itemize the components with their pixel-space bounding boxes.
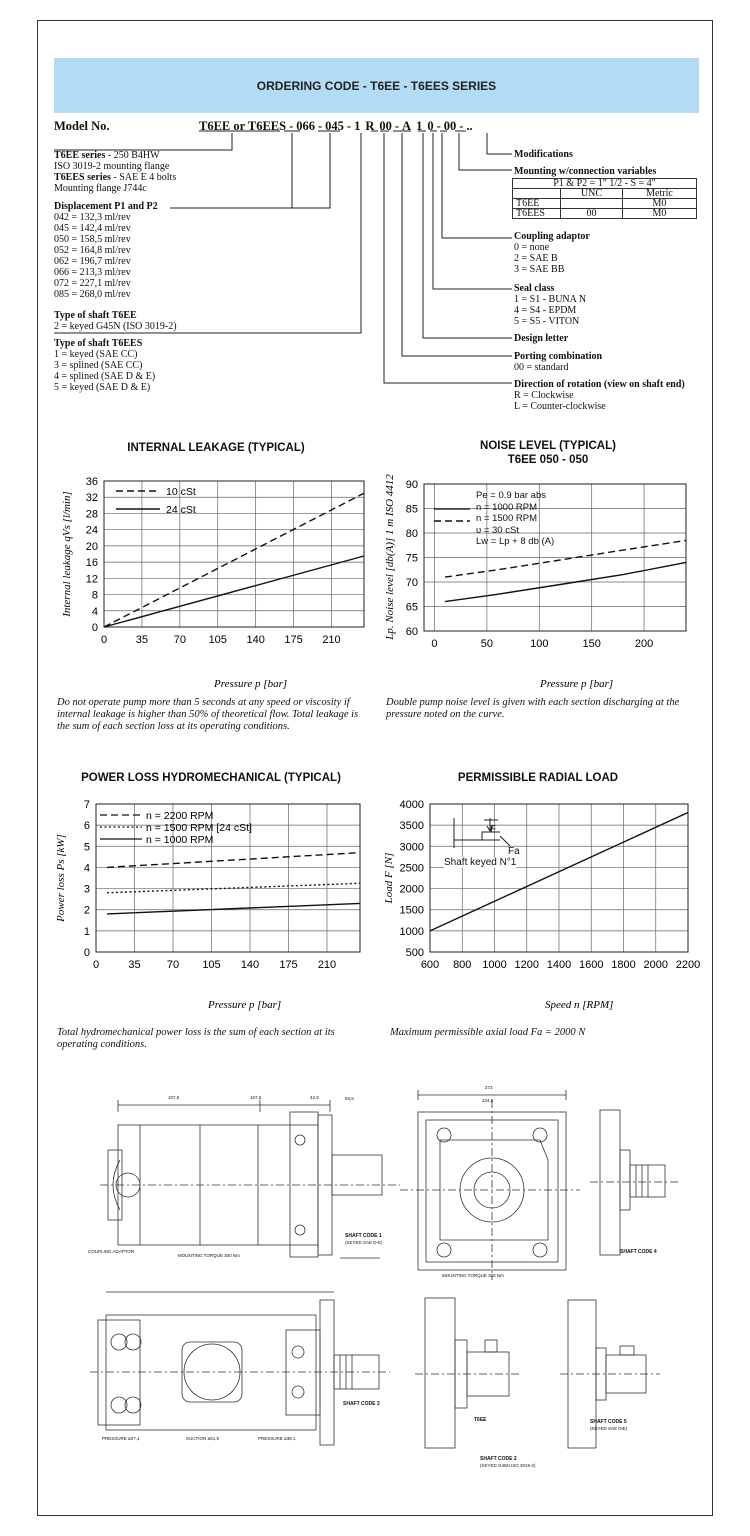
y-tick-label: 60 [405, 626, 418, 638]
y-tick-label: 36 [85, 476, 98, 488]
y-tick-label: 500 [405, 947, 424, 959]
y-tick-label: 80 [405, 528, 418, 540]
x-axis-label: Pressure p [bar] [214, 678, 288, 690]
x-tick-label: 2200 [675, 959, 701, 971]
x-tick-label: 0 [100, 634, 108, 646]
coupling-adaptor-label: COUPLING ADAPTOR [88, 1249, 135, 1254]
noise-notes: Pe = 0.9 bar abs n = 1000 RPM n = 1500 RPM υ = 30 cSt Lw = Lp + 8 db (A) [476, 490, 555, 547]
y-tick-label: 75 [405, 552, 418, 565]
x-tick-label: 800 [453, 959, 472, 971]
x-tick-label: 70 [173, 634, 186, 646]
code-displacement-p1: 066 [296, 119, 315, 133]
x-tick-label: 1800 [611, 959, 636, 971]
x-tick-label: 2000 [643, 959, 668, 971]
x-tick-label: 140 [240, 959, 260, 971]
y-tick-label: 65 [405, 601, 418, 614]
shaft-code-5-label: SHAFT CODE 5 [590, 1419, 627, 1425]
y-axis-label: Lp. Noise level [db(A)] 1 m ISO 4412 [384, 474, 396, 640]
mounting-torque-label-2: MOUNTING TORQUE 300 Nm [442, 1273, 504, 1278]
x-tick-label: 35 [128, 959, 141, 971]
code-mounting: 00 [443, 119, 457, 133]
model-label: Model No. [54, 119, 110, 133]
t6ee-drawing-label: T6EE [474, 1417, 487, 1423]
x-axis-label: Speed n [RPM] [545, 999, 614, 1011]
y-tick-label: 28 [85, 508, 98, 521]
x-tick-label: 105 [202, 959, 221, 971]
y-tick-label: 2 [83, 904, 90, 917]
y-tick-label: 24 [85, 524, 98, 537]
power-title: POWER LOSS HYDROMECHANICAL (TYPICAL) [81, 772, 341, 784]
code-porting: 00 [379, 119, 392, 133]
code-seal: 1 [416, 119, 423, 133]
coupling-group: Coupling adaptor 0 = none 2 = SAE B 3 = SAE BB [514, 231, 590, 275]
y-tick-label: 5 [83, 841, 90, 854]
y-tick-label: 3000 [399, 841, 424, 854]
inset-label: Shaft keyed N°1 [444, 857, 517, 868]
y-tick-label: 2000 [399, 883, 424, 896]
seal-group: Seal class 1 = S1 - BUNA N 4 = S4 - EPDM 5 = S5 - VITON [514, 283, 587, 327]
dimension-5: 224,5 [482, 1098, 494, 1103]
pressure-port-label-2: PRESSURE ø38,1 [258, 1436, 296, 1441]
y-tick-label: 90 [405, 479, 418, 491]
x-tick-label: 210 [322, 634, 341, 646]
x-tick-label: 600 [420, 959, 440, 971]
x-tick-label: 35 [135, 634, 149, 646]
y-tick-label: 32 [85, 492, 98, 505]
power-caption: Total hydromechanical power loss is the sum of each section at its operating conditions. [57, 1027, 335, 1050]
dimension-3: 42,8 [310, 1095, 319, 1100]
x-tick-label: 50 [480, 638, 494, 650]
dimension-4: 273 [485, 1085, 493, 1090]
radial-title: PERMISSIBLE RADIAL LOAD [457, 772, 619, 784]
shaft-t6ee-group: Type of shaft T6EE 2 = keyed G45N (ISO 3019-2) [54, 310, 177, 332]
y-tick-label: 4000 [399, 799, 424, 811]
dimension-1: 107,5 [168, 1095, 180, 1100]
design-title: Design letter [514, 333, 569, 344]
legend-label: 10 cSt [166, 486, 196, 498]
code-rotation: R [365, 119, 375, 133]
shaft-code-3-label: SHAFT CODE 3 [343, 1401, 380, 1407]
x-tick-label: 1400 [546, 959, 572, 971]
y-tick-label: 1 [83, 925, 90, 938]
code-shaft: 1 [354, 119, 361, 133]
y-tick-label: 20 [85, 540, 98, 553]
x-tick-label: 0 [92, 959, 100, 971]
x-tick-label: 175 [279, 959, 298, 971]
leakage-title: INTERNAL LEAKAGE (TYPICAL) [127, 442, 305, 454]
y-tick-label: 3 [83, 883, 90, 896]
legend-label: n = 1000 RPM [146, 834, 214, 846]
shaft-code-1-label: SHAFT CODE 1 [345, 1233, 382, 1239]
y-tick-label: 0 [91, 622, 98, 634]
y-tick-label: 1500 [399, 904, 424, 917]
x-axis-label: Pressure p [bar] [208, 999, 282, 1011]
code-design: A [402, 119, 412, 133]
noise-caption: Double pump noise level is given with each section discharging at the pressure noted on the curve. [386, 697, 680, 720]
x-tick-label: 140 [246, 634, 265, 646]
x-tick-label: 210 [317, 959, 337, 971]
y-tick-label: 0 [83, 947, 90, 959]
y-axis-label: Internal leakage qVs [l/min] [61, 491, 73, 617]
x-tick-label: 0 [431, 638, 438, 650]
dimension-6: 93,5 [345, 1096, 354, 1101]
y-tick-label: 16 [85, 557, 98, 570]
y-tick-label: 8 [91, 589, 98, 602]
y-axis-label: Power loss Ps [kW] [55, 834, 67, 922]
y-tick-label: 70 [405, 577, 418, 589]
page-title: ORDERING CODE - T6EE - T6EES SERIES [54, 58, 699, 113]
mounting-torque-label: MOUNTING TORQUE 300 Nm [178, 1253, 240, 1258]
y-tick-label: 4 [83, 862, 90, 875]
dimension-2: 157,5 [250, 1095, 262, 1100]
shaft-code-4-label: SHAFT CODE 4 [620, 1249, 657, 1255]
x-tick-label: 200 [634, 638, 654, 650]
x-tick-label: 70 [166, 959, 180, 971]
x-tick-label: 105 [208, 634, 227, 646]
shaft-code-5-sub: (KEYED SAE DIE) [590, 1426, 628, 1431]
code-coupling: 0 [427, 119, 434, 133]
x-tick-label: 1000 [482, 959, 507, 971]
inset-fa: Fa [508, 846, 520, 857]
suction-port-label: SUCTION ø61,9 [186, 1436, 220, 1441]
y-axis-label: Load F [N] [383, 852, 395, 904]
leakage-caption: Do not operate pump more than 5 seconds at any speed or viscosity if internal leakage is higher than 50% of theoretical flow. Total leakage is the sum of each section loss at its operating conditions. [57, 697, 359, 732]
radial-caption: Maximum permissible axial load Fa = 2000 N [390, 1027, 586, 1038]
code-series: T6EE or T6EES [199, 119, 287, 133]
x-tick-label: 1200 [514, 959, 539, 971]
y-tick-label: 2500 [399, 862, 424, 875]
code-modifications: .. [466, 119, 473, 133]
y-tick-label: 1000 [399, 925, 424, 938]
legend-label: n = 2200 RPM [146, 810, 214, 822]
x-tick-label: 1600 [579, 959, 604, 971]
series-group: T6EE series - 250 B4HW ISO 3019-2 mounting flange T6EES series - SAE E 4 bolts Mounting flange J744c [54, 150, 177, 194]
legend-label: 24 cSt [166, 504, 196, 516]
x-tick-label: 150 [582, 638, 601, 650]
porting-group: Porting combination 00 = standard [514, 351, 603, 373]
shaft-code-2-label: SHAFT CODE 2 [480, 1456, 517, 1462]
legend-label: n = 1500 RPM [24 cSt] [146, 822, 252, 834]
y-tick-label: 4 [91, 605, 98, 618]
code-displacement-p2: 045 [325, 119, 344, 133]
shaft-code-2-sub: (KEYED G45N ISO 3019-2) [480, 1463, 536, 1468]
inset-f: F [490, 824, 497, 835]
y-tick-label: 6 [83, 820, 90, 833]
y-tick-label: 3500 [399, 820, 424, 833]
y-tick-label: 12 [85, 573, 98, 586]
model-code: T6EE or T6EES - 066 - 045 - 1 R 00 - A 1 0 - 00 - .. [199, 119, 473, 133]
noise-subtitle: T6EE 050 - 050 [507, 454, 589, 466]
x-axis-label: Pressure p [bar] [540, 678, 614, 690]
shaft-code-1-sub: (KEYED SAE D-E) [345, 1240, 383, 1245]
y-tick-label: 85 [405, 503, 418, 516]
x-tick-label: 175 [284, 634, 303, 646]
rotation-group: Direction of rotation (view on shaft end) R = Clockwise L = Counter-clockwise [514, 379, 685, 412]
shaft-t6ees-group: Type of shaft T6EES 1 = keyed (SAE CC) 3 = splined (SAE CC) 4 = splined (SAE D & E) 5 = keyed (SAE D & E) [54, 338, 156, 393]
mounting-table: P1 & P2 = 1" 1/2 - S = 4" UNC Metric T6EE M0 T6EES 00 M0 [512, 178, 697, 219]
mounting-title: Mounting w/connection variables [514, 166, 657, 177]
noise-title: NOISE LEVEL (TYPICAL) [480, 440, 616, 452]
y-tick-label: 7 [83, 799, 90, 811]
modifications-title: Modifications [514, 149, 573, 160]
pressure-port-label: PRESSURE ø27,1 [102, 1436, 140, 1441]
displacement-group: Displacement P1 and P2 042 = 132,3 ml/rev 045 = 142,4 ml/rev 050 = 158,5 ml/rev 052 = 164,8 ml/rev 062 = 196,7 ml/rev 066 = 213,3 ml/rev 072 = 227,1 ml/rev 085 = 268,0 ml/rev [54, 201, 158, 300]
x-tick-label: 100 [530, 638, 549, 650]
